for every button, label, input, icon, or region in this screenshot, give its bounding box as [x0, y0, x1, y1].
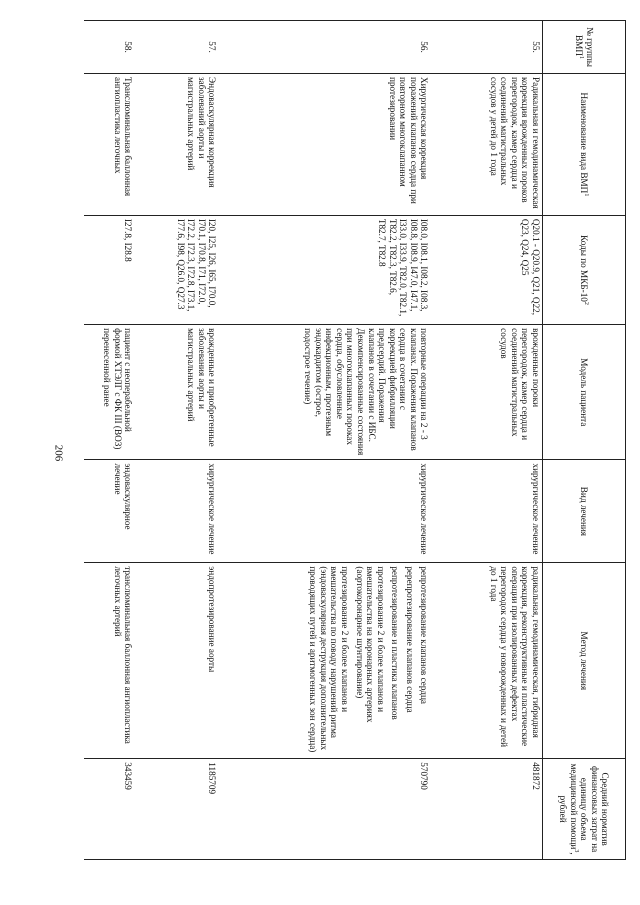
cost-cell: 481872 [431, 759, 543, 860]
vmp-name-cell: Эндоваскулярная коррекция заболеваний аорты и магистральных артерий [135, 74, 219, 216]
row-number: 55. [431, 21, 543, 74]
treatment-type-cell: хирургическое лечение [135, 460, 219, 563]
treatment-method-cell [85, 563, 135, 759]
row-number: 58. [85, 21, 135, 74]
procedures-table [85, 20, 627, 860]
treatment-method-item: протезирование 2 и более клапанов и вмешательства на коронарных артериях (аортокоронарное шунтирование) [354, 566, 386, 723]
vmp-name-cell: Транслюминальная баллонная ангиопластика легочных [85, 74, 135, 216]
treatment-method-item: протезирование 2 и более клапанов и вмешательства по поводу нарушений ритма (эндоваскулярная деструкция дополнительных проводящих путей и аритмогенных зон сердца) [308, 566, 350, 753]
row-number: 56. [219, 21, 431, 74]
col-group-number: № группы ВМП$^1$ [543, 21, 626, 74]
cost-cell: 570790 [219, 759, 431, 860]
table-row [135, 21, 219, 860]
patient-model-cell: пациент с неоперабельной формой ХТЭЛГ с ФК III (ВОЗ) перенесенной ранее [85, 325, 135, 460]
patient-model-cell: повторные операции на 2 - 3 клапанах. Поражения клапанов сердца в сочетании с коррекцией фибрилляции предсердий. Поражения клапанов в сочетании с ИБС. Декомпенсированные состояния при многоклапанных пороках сердца, обусловленные инфекционным, протезным эндокардитом (острое, подострое течение) [219, 325, 431, 460]
treatment-method-cell [135, 563, 219, 759]
patient-model-cell: врожденные пороки перегородок, камер сердца и соединений магистральных сосудов [431, 325, 543, 460]
treatment-method-item: радикальная, гемодинамическая, гибридная коррекция, реконструктивные и пластические операции при изолированных дефектах перегородок сердца у новорожденных и детей до 1 года [488, 566, 541, 747]
vmp-name-cell: Радикальная и гемодинамическая коррекция врожденных пороков перегородок, камер сердца и соединений магистральных сосудов у детей до 1 года [431, 74, 543, 216]
table-row [85, 21, 135, 860]
treatment-type-cell: хирургическое лечение [431, 460, 543, 563]
treatment-method-item: эндопротезирование аорты [207, 566, 218, 673]
col-cost-norm: Средний норматив финансовых затрат на единицу объема медицинской помощи$^3$, рублей [543, 759, 626, 860]
patient-model-cell: врожденные и приобретенные заболевания аорты и магистральных артерий [135, 325, 219, 460]
treatment-type-cell: эндоваскулярное лечение [85, 460, 135, 563]
cost-cell: 343459 [85, 759, 135, 860]
treatment-method-cell [219, 563, 431, 759]
treatment-method-item: репротезирование и пластика клапанов [390, 566, 401, 720]
row-number: 57. [135, 21, 219, 74]
table-header-row [543, 21, 626, 860]
vmp-name-cell: Хирургическая коррекция поражений клапанов сердца при повторном многоклапанном протезировании [219, 74, 431, 216]
cost-cell: 1185709 [135, 759, 219, 860]
col-vmp-name: Наименование вида ВМП$^1$ [543, 74, 626, 216]
table-row [431, 21, 543, 860]
icd-codes-cell: I27.8, I28.8 [85, 215, 135, 324]
treatment-method-item: репротезирование клапанов сердца [419, 566, 430, 704]
page-number: 206 [52, 444, 64, 462]
icd-codes-cell: Q20.1 - Q20.9, Q21, Q22, Q23, Q24, Q25 [431, 215, 543, 324]
col-treatment-type: Вид лечения [543, 460, 626, 563]
col-patient-model: Модель пациента [543, 325, 626, 460]
treatment-method-cell [431, 563, 543, 759]
icd-codes-cell: I20, I25, I26, I65, I70.0, I70.1, I70.8, I71, I72.0, I72.2, I72.3, I72.8, I73.1, I77.6, I98, Q26.0, Q27.3 [135, 215, 219, 324]
col-icd-codes: Коды по МКБ-$10^2$ [543, 215, 626, 324]
treatment-type-cell: хирургическое лечение [219, 460, 431, 563]
col-treatment-method: Метод лечения [543, 563, 626, 759]
treatment-method-item: ререпротезирование клапанов сердца [404, 566, 415, 713]
icd-codes-cell: I08.0, I08.1, I08.2, I08.3, I08.8, I08.9, I47.0, I47.1, I33.0, I33.9, T82.0, T82.1, T82.2, T82.3, T82.6, T82.7, T82.8 [219, 215, 431, 324]
treatment-method-item: транслюминальная баллонная ангиопластика легочных артерий [112, 566, 134, 744]
table-row [219, 21, 431, 860]
procedures-table-container [86, 20, 626, 860]
